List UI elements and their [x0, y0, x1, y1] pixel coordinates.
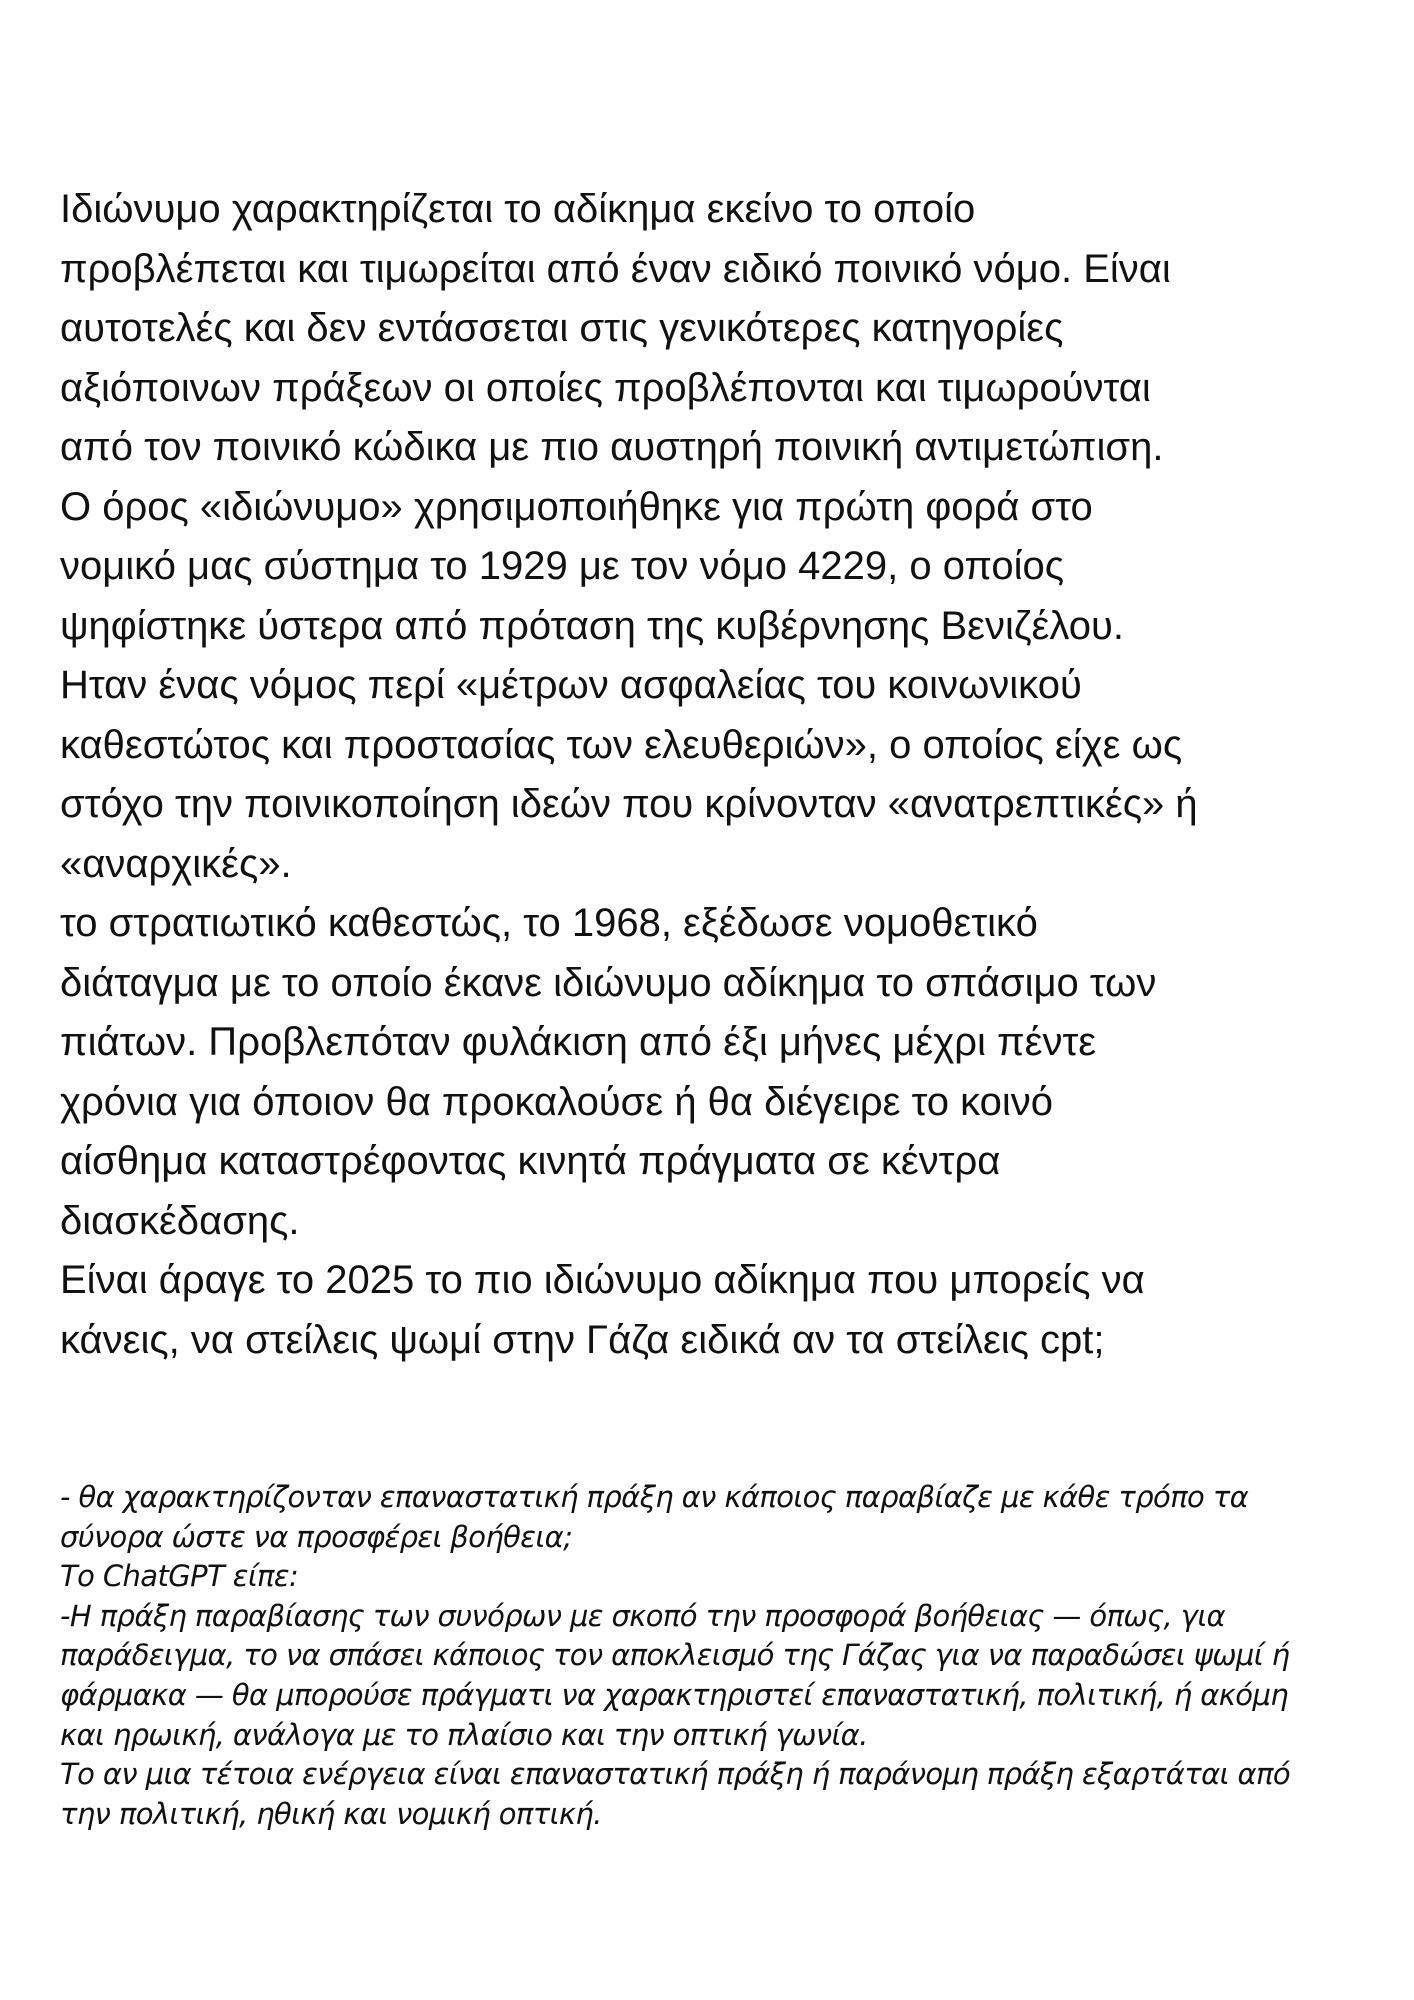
main-text-line: Είναι άραγε το 2025 το πιο ιδιώνυμο αδίκημα που μπορείς να — [60, 1258, 1145, 1302]
main-text-line: το στρατιωτικό καθεστώς, το 1968, εξέδωσε νομοθετικό — [60, 901, 1038, 945]
footnote-line: Το ChatGPT είπε: — [60, 1559, 299, 1594]
main-text-line: Ο όρος «ιδιώνυμο» χρησιμοποιήθηκε για πρώτη φορά στο — [60, 484, 1093, 529]
footnote-line: - θα χαρακτηρίζονταν επαναστατική πράξη αν κάποιος παραβίαζε με κάθε τρόπο τα — [60, 1480, 1249, 1514]
main-text-line: αυτοτελές και δεν εντάσσεται στις γενικότερες κατηγορίες — [60, 306, 1064, 350]
main-text-line: νομικό μας σύστημα το 1929 με τον νόμο 4229, ο οποίος — [60, 544, 1065, 588]
main-text-line: προβλέπεται και τιμωρείται από έναν ειδικό ποινικό νόμο. Είναι — [60, 246, 1171, 291]
footnote-block — [60, 1478, 1360, 1834]
main-text-line: «αναρχικές». — [60, 841, 292, 886]
main-text-line: πιάτων. Προβλεπόταν φυλάκιση από έξι μήνες μέχρι πέντε — [60, 1020, 1097, 1064]
footnote-line: -Η πράξη παραβίασης των συνόρων με σκοπό την προσφορά βοήθειας — όπως, για — [60, 1598, 1226, 1633]
main-text-block — [60, 180, 1370, 1370]
footnote-line: Το αν μια τέτοια ενέργεια είναι επαναστατική πράξη ή παράνομη πράξη εξαρτάται από — [60, 1757, 1291, 1792]
footnote-line: σύνορα ώστε να προσφέρει βοήθεια; — [60, 1519, 573, 1554]
main-text-line: Ηταν ένας νόμος περί «μέτρων ασφαλείας του κοινωνικού — [60, 663, 1082, 707]
main-text-line: Ιδιώνυμο χαρακτηρίζεται το αδίκημα εκείνο το οποίο — [60, 187, 976, 231]
footnote-line: την πολιτική, ηθική και νομική οπτική. — [60, 1796, 602, 1831]
main-text-line: αίσθημα καταστρέφοντας κινητά πράγματα σε κέντρα — [60, 1139, 1001, 1183]
main-text-line: διάταγμα με το οποίο έκανε ιδιώνυμο αδίκημα το σπάσιμο των — [60, 960, 1157, 1005]
main-text-line: χρόνια για όποιον θα προκαλούσε ή θα διέγειρε το κοινό — [60, 1079, 1054, 1124]
main-text-line: ψηφίστηκε ύστερα από πρόταση της κυβέρνησης Βενιζέλου. — [60, 603, 1124, 648]
footnote-line: φάρμακα — θα μπορούσε πράγματι να χαρακτηριστεί επαναστατική, πολιτική, ή ακόμη — [60, 1677, 1289, 1712]
footnote-line: παράδειγμα, το να σπάσει κάποιος τον αποκλεισμό της Γάζας για να παραδώσει ψωμί ή — [60, 1638, 1290, 1673]
footnote-line: και ηρωική, ανάλογα με το πλαίσιο και την οπτική γωνία. — [60, 1717, 868, 1752]
main-text-line: από τον ποινικό κώδικα με πιο αυστηρή ποινική αντιμετώπιση. — [60, 425, 1164, 469]
main-text-line: διασκέδασης. — [60, 1198, 300, 1243]
main-text-line: στόχο την ποινικοποίηση ιδεών που κρίνονταν «ανατρεπτικές» ή — [60, 782, 1198, 826]
main-text-line: κάνεις, να στείλεις ψωμί στην Γάζα ειδικά αν τα στείλεις cpt; — [60, 1317, 1105, 1362]
main-text-line: καθεστώτος και προστασίας των ελευθεριών», ο οποίος είχε ως — [60, 722, 1183, 767]
main-text-line: αξιόποινων πράξεων οι οποίες προβλέπονται και τιμωρούνται — [60, 365, 1151, 410]
